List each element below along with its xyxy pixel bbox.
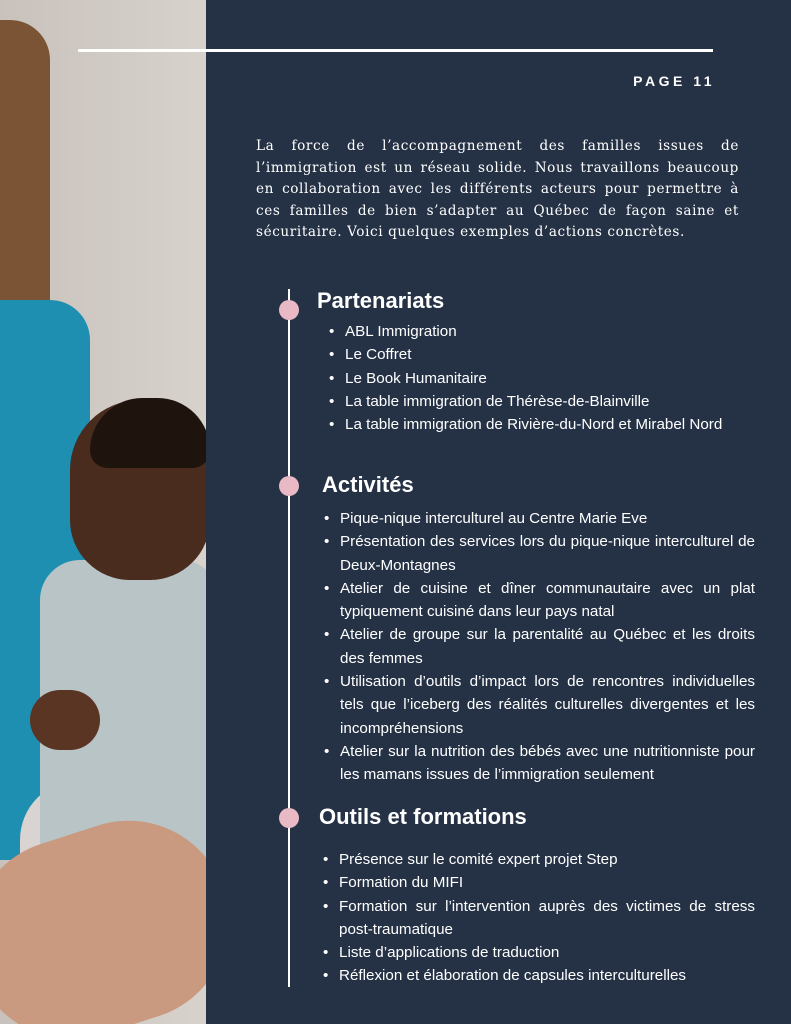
top-divider	[78, 49, 713, 52]
photo-baby-hand	[30, 690, 100, 750]
list-partenariats	[325, 320, 755, 436]
list-item: • ABL Immigration	[325, 320, 755, 343]
list-outils-formations	[319, 848, 755, 988]
list-item: • Liste d’applications de traduction	[319, 941, 755, 964]
photo-hair	[0, 20, 50, 340]
section-title-partenariats: Partenariats	[317, 288, 445, 313]
list-item: • Le Book Humanitaire	[325, 367, 755, 390]
list-item: • La table immigration de Thérèse-de-Blainville	[325, 390, 755, 413]
list-activites	[320, 507, 755, 787]
list-item: • Utilisation d’outils d’impact lors de rencontres individuelles tels que l’iceberg des réalités culturelles divergentes et les incompréhensions	[320, 670, 755, 740]
photo-woman-holding-baby	[0, 0, 206, 1024]
list-item: • Réflexion et élaboration de capsules interculturelles	[319, 964, 755, 987]
page-number: PAGE 11	[633, 73, 715, 89]
list-item: • Formation sur l’intervention auprès des victimes de stress post-traumatique	[319, 895, 755, 942]
list-item: • Le Coffret	[325, 343, 755, 366]
list-item: • Présence sur le comité expert projet Step	[319, 848, 755, 871]
timeline-dot	[279, 476, 299, 496]
list-item: • Présentation des services lors du pique-nique interculturel de Deux-Montagnes	[320, 530, 755, 577]
list-item: • Formation du MIFI	[319, 871, 755, 894]
section-title-outils-formations: Outils et formations	[319, 804, 527, 829]
intro-paragraph: La force de l’accompagnement des familles issues de l’immigration est un réseau solide. Nous travaillons beaucoup en collaboration avec les différents acteurs pour permettre à ces familles de bien s’adapter au Québec de façon saine et sécuritaire. Voici quelques exemples d’actions concrètes.	[256, 138, 739, 241]
timeline-dot	[279, 808, 299, 828]
list-item: • Atelier de cuisine et dîner communautaire avec un plat typiquement cuisiné dans leur pays natal	[320, 577, 755, 624]
list-item: • Atelier sur la nutrition des bébés avec une nutritionniste pour les mamans issues de l’immigration seulement	[320, 740, 755, 787]
timeline-line	[288, 289, 290, 987]
list-item: • Atelier de groupe sur la parentalité au Québec et les droits des femmes	[320, 623, 755, 670]
section-title-activites: Activités	[322, 472, 414, 497]
list-item: • La table immigration de Rivière-du-Nord et Mirabel Nord	[325, 413, 755, 436]
timeline-dot	[279, 300, 299, 320]
list-item: • Pique-nique interculturel au Centre Marie Eve	[320, 507, 755, 530]
